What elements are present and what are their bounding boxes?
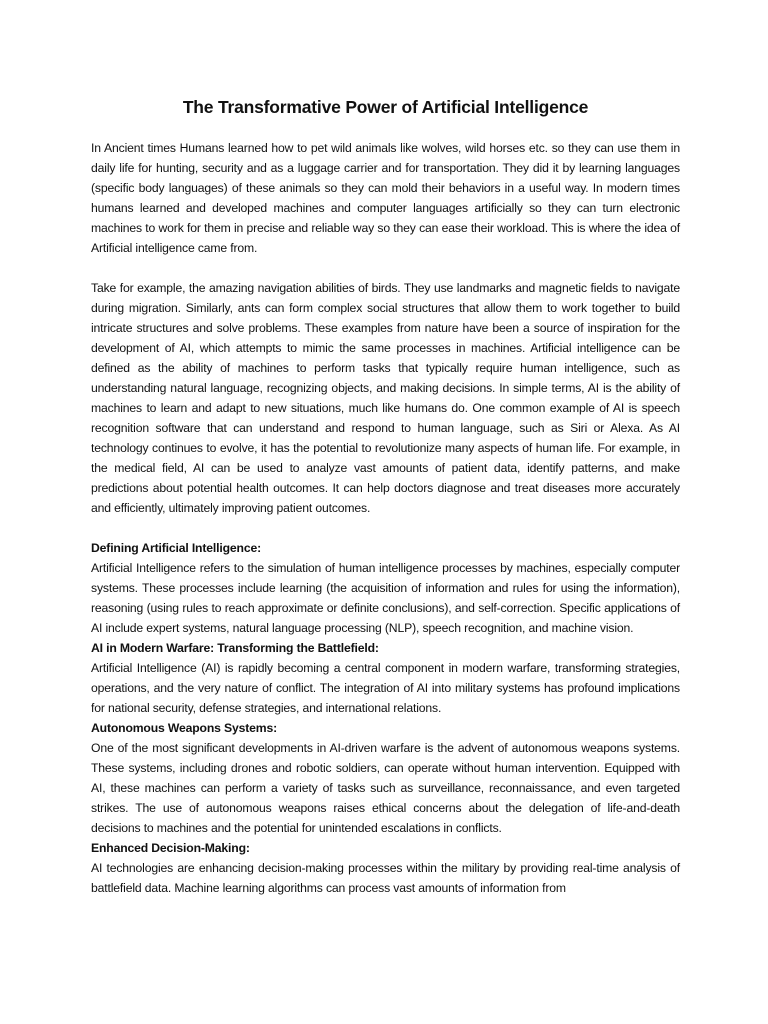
section-heading-autonomous-weapons: Autonomous Weapons Systems: bbox=[91, 721, 278, 735]
document-page bbox=[91, 96, 680, 898]
intro-paragraph-2: Take for example, the amazing navigation abilities of birds. They use landmarks and magnetic fields to navigate during migration. Similarly, ants can form complex social structures that allow them to work together to build intricate structures and solve problems. These examples from nature have been a source of inspiration for the development of AI, which attempts to mimic the same processes in machines. Artificial intelligence can be defined as the ability of machines to perform tasks that typically require human intelligence, such as understanding natural language, recognizing objects, and making decisions. In simple terms, AI is the ability of machines to learn and adapt to new situations, much like humans do. One common example of AI is speech recognition software that can understand and respond to human language, such as Siri or Alexa. As AI technology continues to evolve, it has the potential to revolutionize many aspects of human life. For example, in the medical field, AI can be used to analyze vast amounts of patient data, identify patterns, and make predictions about potential health outcomes. It can help doctors diagnose and treat diseases more accurately and efficiently, ultimately improving patient outcomes. bbox=[91, 281, 680, 515]
section-heading-defining-ai: Defining Artificial Intelligence: bbox=[91, 541, 261, 555]
intro-paragraph-1: In Ancient times Humans learned how to pet wild animals like wolves, wild horses etc. so they can use them in daily life for hunting, security and as a luggage carrier and for transportation. They did it by learning languages (specific body languages) of these animals so they can mold their behaviors in a useful way. In modern times humans learned and developed machines and computer languages artificially so they can turn electronic machines to work for them in precise and reliable way so they can ease their workload. This is where the idea of Artificial intelligence came from. bbox=[91, 141, 680, 255]
section-body-decision-making: AI technologies are enhancing decision-making processes within the military by providing real-time analysis of battlefield data. Machine learning algorithms can process vast amounts of information from bbox=[91, 861, 680, 895]
section-body-defining-ai: Artificial Intelligence refers to the simulation of human intelligence processes by machines, especially computer systems. These processes include learning (the acquisition of information and rules for using the information), reasoning (using rules to reach approximate or definite conclusions), and self-correction. Specific applications of AI include expert systems, natural language processing (NLP), speech recognition, and machine vision. bbox=[91, 561, 680, 635]
section-body-modern-warfare: Artificial Intelligence (AI) is rapidly becoming a central component in modern warfare, transforming strategies, operations, and the very nature of conflict. The integration of AI into military systems has profound implications for national security, defense strategies, and international relations. bbox=[91, 661, 680, 715]
section-body-autonomous-weapons: One of the most significant developments in AI-driven warfare is the advent of autonomous weapons systems. These systems, including drones and robotic soldiers, can operate without human intervention. Equipped with AI, these machines can perform a variety of tasks such as surveillance, reconnaissance, and even targeted strikes. The use of autonomous weapons raises ethical concerns about the delegation of life-and-death decisions to machines and the potential for unintended escalations in conflicts. bbox=[91, 741, 680, 835]
paragraph-spacer bbox=[91, 518, 680, 538]
section-heading-modern-warfare: AI in Modern Warfare: Transforming the Battlefield: bbox=[91, 641, 379, 655]
section-heading-decision-making: Enhanced Decision-Making: bbox=[91, 841, 250, 855]
document-title: The Transformative Power of Artificial Intelligence bbox=[182, 97, 589, 117]
paragraph-spacer bbox=[91, 258, 680, 278]
